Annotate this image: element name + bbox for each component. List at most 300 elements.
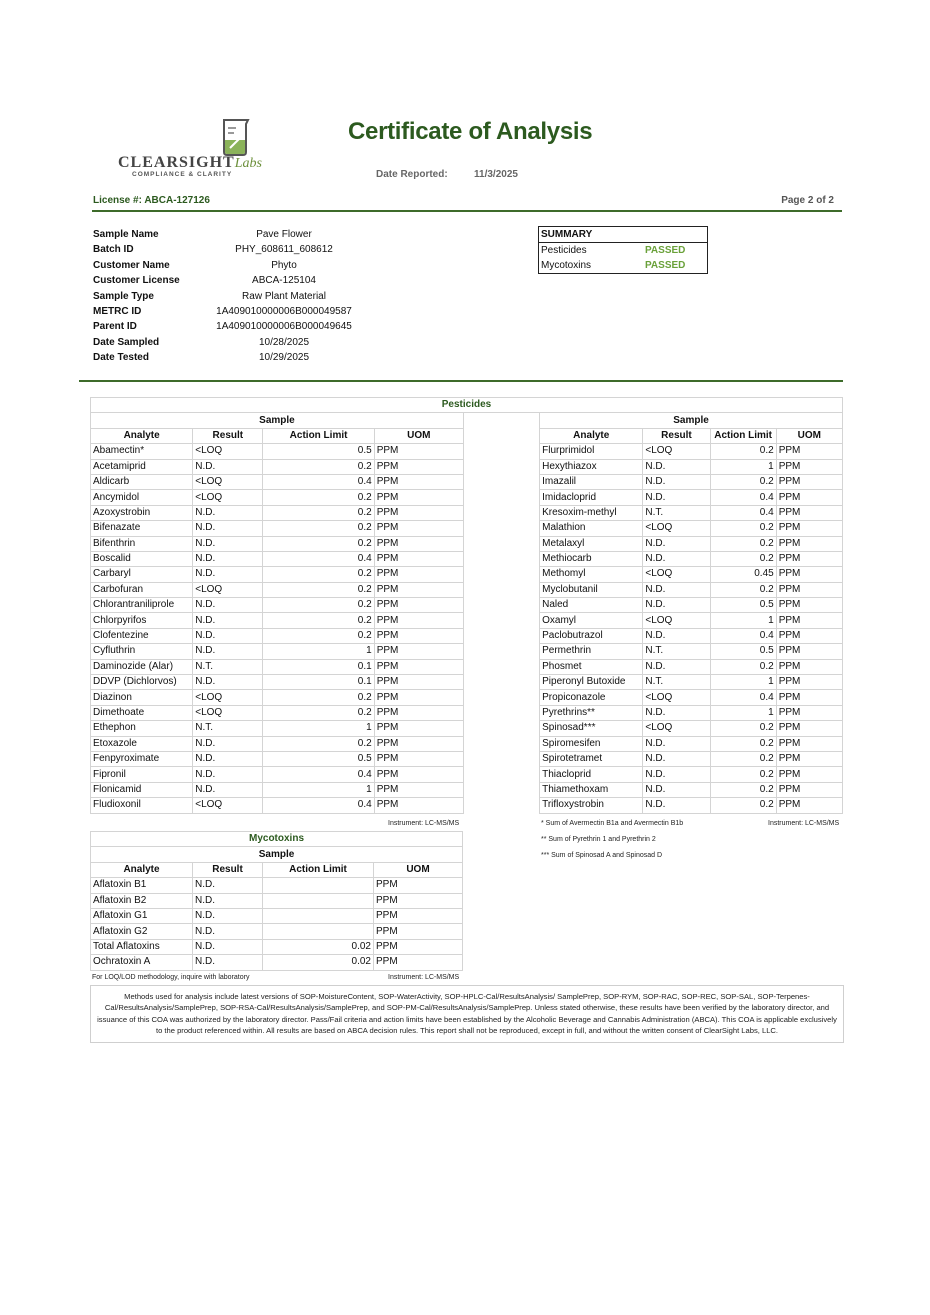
result-cell: N.D. [643, 767, 710, 782]
uom-cell: PPM [374, 521, 463, 536]
uom-cell: PPM [776, 567, 842, 582]
action-limit-cell: 0.2 [710, 782, 776, 797]
uom-cell: PPM [374, 939, 463, 954]
sample-info-value: 10/29/2025 [258, 352, 310, 364]
analyte-cell: Chlorpyrifos [91, 613, 193, 628]
column-header-analyte: Analyte [540, 428, 643, 443]
table-row [91, 551, 843, 566]
sample-info-label: Batch ID [93, 244, 134, 256]
action-limit-cell: 1 [710, 705, 776, 720]
action-limit-cell: 0.02 [263, 939, 374, 954]
result-cell: N.D. [193, 955, 263, 970]
uom-cell: PPM [776, 521, 842, 536]
uom-cell: PPM [776, 690, 842, 705]
table-row [91, 582, 843, 597]
result-cell: N.D. [193, 628, 263, 643]
uom-cell: PPM [374, 567, 463, 582]
action-limit-cell: 0.2 [710, 521, 776, 536]
uom-cell: PPM [374, 505, 463, 520]
uom-cell: PPM [776, 459, 842, 474]
uom-cell: PPM [374, 536, 463, 551]
result-cell: N.D. [193, 567, 263, 582]
result-cell: N.D. [193, 551, 263, 566]
analyte-cell: Naled [540, 598, 643, 613]
action-limit-cell: 0.4 [710, 690, 776, 705]
action-limit-cell: 0.2 [263, 690, 374, 705]
sample-info-label: METRC ID [93, 306, 142, 317]
result-cell: <LOQ [643, 521, 710, 536]
uom-cell: PPM [374, 675, 463, 690]
result-cell: N.D. [193, 459, 263, 474]
uom-cell: PPM [374, 955, 463, 970]
action-limit-cell: 0.45 [710, 567, 776, 582]
logo-name: CLEARSIGHT [118, 154, 235, 171]
result-cell: N.D. [643, 551, 710, 566]
action-limit-cell: 0.2 [710, 736, 776, 751]
uom-cell: PPM [776, 598, 842, 613]
sample-header: Sample [91, 847, 463, 862]
result-cell: N.T. [193, 721, 263, 736]
mycotoxins-title: Mycotoxins [91, 832, 463, 847]
result-cell: N.D. [193, 598, 263, 613]
result-cell: N.D. [193, 521, 263, 536]
table-row [91, 521, 843, 536]
uom-cell: PPM [374, 924, 463, 939]
uom-cell: PPM [374, 444, 463, 459]
action-limit-cell: 0.5 [263, 751, 374, 766]
analyte-cell: Carbofuran [91, 582, 193, 597]
analyte-cell: Thiacloprid [540, 767, 643, 782]
pesticides-instrument-right: Instrument: LC-MS/MS [768, 820, 840, 827]
action-limit-cell: 0.2 [710, 474, 776, 489]
date-reported-value: 11/3/2025 [474, 169, 518, 180]
sample-info-label: Date Sampled [93, 336, 160, 348]
result-cell: N.D. [643, 459, 710, 474]
column-header-result: Result [193, 428, 263, 443]
analyte-cell: Boscalid [91, 551, 193, 566]
action-limit-cell: 0.2 [710, 751, 776, 766]
uom-cell: PPM [776, 582, 842, 597]
action-limit-cell: 0.2 [710, 551, 776, 566]
analyte-cell: Myclobutanil [540, 582, 643, 597]
table-row [91, 613, 843, 628]
action-limit-cell: 1 [710, 675, 776, 690]
table-row [91, 659, 843, 674]
table-row [91, 767, 843, 782]
result-cell: N.D. [193, 908, 263, 923]
analyte-cell: Abamectin* [91, 444, 193, 459]
result-cell: N.D. [643, 628, 710, 643]
uom-cell: PPM [374, 798, 463, 813]
action-limit-cell: 0.2 [710, 767, 776, 782]
summary-box [538, 226, 708, 274]
result-cell: <LOQ [193, 474, 263, 489]
sample-header-left: Sample [91, 413, 464, 428]
beaker-icon [218, 118, 254, 156]
uom-cell: PPM [374, 490, 463, 505]
action-limit-cell: 0.2 [263, 736, 374, 751]
pesticides-table [90, 397, 843, 814]
table-row [91, 567, 843, 582]
result-cell: N.T. [643, 675, 710, 690]
result-cell: N.D. [643, 474, 710, 489]
table-row [91, 878, 463, 893]
mycotoxins-table [90, 831, 463, 971]
sample-info-label: Parent ID [93, 321, 137, 333]
action-limit-cell: 0.1 [263, 659, 374, 674]
uom-cell: PPM [776, 675, 842, 690]
uom-cell: PPM [374, 459, 463, 474]
result-cell: <LOQ [643, 613, 710, 628]
uom-cell: PPM [776, 721, 842, 736]
action-limit-cell: 1 [263, 721, 374, 736]
section-divider [79, 380, 843, 382]
action-limit-cell: 0.2 [710, 721, 776, 736]
uom-cell: PPM [374, 628, 463, 643]
table-row [91, 782, 843, 797]
analyte-cell: Ethephon [91, 721, 193, 736]
action-limit-cell: 0.2 [710, 582, 776, 597]
uom-cell: PPM [776, 644, 842, 659]
methods-disclaimer: Methods used for analysis include latest versions of SOP-MoistureContent, SOP-WaterActivity, SOP-HPLC-Cal/ResultsAnalysis/ SamplePrep, SOP-RYM, SOP-RAC, SOP-REC, SOP-SAL, SOP-Terpenes-Cal/ResultsAnalysis/SamplePrep, SOP-RSA-Cal/ResultsAnalysis/SamplePrep, and SOP-PM-Cal/ResultsAnalysis/SamplePrep. Unless stated otherwise, these results have been verified by the laboratory director, and issuance of this COA was authorized by the laboratory director. Pass/Fail criteria and action limits have been established by the Alcoholic Beverage and Cannabis Administration (ABCA). This COA is applicable exclusively to the product referenced within. All results are based on ABCA decision rules. This report shall not be reproduced, except in full, and without the written consent of ClearSight Labs, LLC. [90, 985, 844, 1043]
action-limit-cell: 1 [710, 613, 776, 628]
result-cell: N.D. [193, 751, 263, 766]
table-row [91, 536, 843, 551]
analyte-cell: Permethrin [540, 644, 643, 659]
table-row [91, 893, 463, 908]
analyte-cell: Phosmet [540, 659, 643, 674]
action-limit-cell: 0.4 [263, 474, 374, 489]
pesticides-instrument-left: Instrument: LC-MS/MS [388, 820, 460, 827]
sample-info-value: Phyto [271, 259, 297, 271]
table-row [91, 908, 463, 923]
analyte-cell: Diazinon [91, 690, 193, 705]
action-limit-cell [263, 924, 374, 939]
result-cell: N.D. [193, 893, 263, 908]
uom-cell: PPM [374, 767, 463, 782]
action-limit-cell: 0.2 [710, 444, 776, 459]
action-limit-cell: 0.2 [263, 598, 374, 613]
uom-cell: PPM [776, 736, 842, 751]
mycotoxins-instrument: Instrument: LC-MS/MS [388, 974, 460, 981]
result-cell: N.D. [193, 736, 263, 751]
result-cell: N.D. [193, 613, 263, 628]
result-cell: N.D. [193, 782, 263, 797]
sample-info-label: Sample Type [93, 290, 154, 302]
sample-info-value: ABCA-125104 [252, 275, 316, 287]
result-cell: N.T. [643, 505, 710, 520]
sample-info-value: Raw Plant Material [242, 290, 326, 302]
analyte-cell: Spirotetramet [540, 751, 643, 766]
sample-info-label: Date Tested [93, 352, 149, 364]
uom-cell: PPM [374, 782, 463, 797]
analyte-cell: Fludioxonil [91, 798, 193, 813]
table-row [91, 798, 843, 813]
action-limit-cell: 0.2 [710, 798, 776, 813]
table-row [91, 721, 843, 736]
action-limit-cell: 0.4 [710, 490, 776, 505]
uom-cell: PPM [776, 767, 842, 782]
action-limit-cell [263, 878, 374, 893]
action-limit-cell: 0.5 [263, 444, 374, 459]
uom-cell: PPM [374, 736, 463, 751]
loq-note: For LOQ/LOD methodology, inquire with laboratory [92, 974, 250, 981]
action-limit-cell: 0.2 [263, 582, 374, 597]
uom-cell: PPM [776, 705, 842, 720]
analyte-cell: Bifenazate [91, 521, 193, 536]
sample-info-label: Customer License [93, 275, 180, 287]
table-row [91, 598, 843, 613]
sample-info-label: Sample Name [93, 229, 159, 240]
analyte-cell: Carbaryl [91, 567, 193, 582]
action-limit-cell: 0.5 [710, 644, 776, 659]
analyte-cell: Flurprimidol [540, 444, 643, 459]
uom-cell: PPM [374, 644, 463, 659]
result-cell: N.D. [193, 767, 263, 782]
analyte-cell: Pyrethrins** [540, 705, 643, 720]
result-cell: N.D. [193, 536, 263, 551]
analyte-cell: Fipronil [91, 767, 193, 782]
sample-info-value: Pave Flower [256, 229, 312, 240]
table-row [91, 705, 843, 720]
result-cell: N.D. [643, 659, 710, 674]
table-row [91, 444, 843, 459]
analyte-cell: Aldicarb [91, 474, 193, 489]
analyte-cell: Spiromesifen [540, 736, 643, 751]
action-limit-cell: 0.2 [263, 567, 374, 582]
result-cell: <LOQ [643, 721, 710, 736]
result-cell: N.D. [643, 582, 710, 597]
uom-cell: PPM [374, 582, 463, 597]
analyte-cell: Imidacloprid [540, 490, 643, 505]
analyte-cell: Paclobutrazol [540, 628, 643, 643]
summary-status: PASSED [645, 245, 686, 256]
sample-info-value: 1A409010000006B000049587 [216, 306, 352, 317]
action-limit-cell: 0.2 [263, 628, 374, 643]
uom-cell: PPM [374, 551, 463, 566]
analyte-cell: Clofentezine [91, 628, 193, 643]
uom-cell: PPM [374, 721, 463, 736]
analyte-cell: Thiamethoxam [540, 782, 643, 797]
action-limit-cell: 1 [263, 644, 374, 659]
footnote: *** Sum of Spinosad A and Spinosad D [541, 852, 663, 859]
table-row [91, 459, 843, 474]
column-header-action-limit: Action Limit [263, 862, 374, 877]
table-row [91, 644, 843, 659]
table-row [91, 675, 843, 690]
footnote: * Sum of Avermectin B1a and Avermectin B1b [541, 820, 684, 827]
result-cell: N.D. [643, 798, 710, 813]
uom-cell: PPM [776, 490, 842, 505]
result-cell: N.D. [643, 751, 710, 766]
result-cell: <LOQ [643, 690, 710, 705]
header-divider [92, 210, 842, 212]
action-limit-cell: 0.2 [263, 490, 374, 505]
action-limit-cell: 0.02 [263, 955, 374, 970]
analyte-cell: Daminozide (Alar) [91, 659, 193, 674]
uom-cell: PPM [374, 598, 463, 613]
table-row [91, 924, 463, 939]
table-row [91, 490, 843, 505]
table-row [91, 474, 843, 489]
uom-cell: PPM [374, 659, 463, 674]
result-cell: <LOQ [193, 798, 263, 813]
uom-cell: PPM [374, 705, 463, 720]
action-limit-cell: 0.4 [263, 551, 374, 566]
analyte-cell: Bifenthrin [91, 536, 193, 551]
date-reported-label: Date Reported: [376, 169, 448, 180]
uom-cell: PPM [374, 690, 463, 705]
analyte-cell: Hexythiazox [540, 459, 643, 474]
uom-cell: PPM [776, 505, 842, 520]
summary-status: PASSED [645, 260, 686, 271]
analyte-cell: Fenpyroximate [91, 751, 193, 766]
result-cell: N.D. [643, 736, 710, 751]
result-cell: <LOQ [193, 444, 263, 459]
uom-cell: PPM [374, 908, 463, 923]
result-cell: N.T. [643, 644, 710, 659]
result-cell: N.D. [193, 939, 263, 954]
summary-item-label: Pesticides [541, 245, 587, 256]
result-cell: N.D. [643, 705, 710, 720]
analyte-cell: Cyfluthrin [91, 644, 193, 659]
column-header-uom: UOM [374, 428, 463, 443]
analyte-cell: Spinosad*** [540, 721, 643, 736]
column-header-uom: UOM [374, 862, 463, 877]
uom-cell: PPM [776, 751, 842, 766]
footnote: ** Sum of Pyrethrin 1 and Pyrethrin 2 [541, 836, 656, 843]
analyte-cell: Acetamiprid [91, 459, 193, 474]
analyte-cell: Chlorantraniliprole [91, 598, 193, 613]
analyte-cell: Ancymidol [91, 490, 193, 505]
sample-header-right: Sample [540, 413, 843, 428]
uom-cell: PPM [374, 893, 463, 908]
result-cell: <LOQ [193, 582, 263, 597]
action-limit-cell: 1 [710, 459, 776, 474]
result-cell: N.D. [643, 536, 710, 551]
analyte-cell: Dimethoate [91, 705, 193, 720]
analyte-cell: Propiconazole [540, 690, 643, 705]
analyte-cell: Aflatoxin B1 [91, 878, 193, 893]
table-row [91, 939, 463, 954]
uom-cell: PPM [776, 444, 842, 459]
action-limit-cell: 0.4 [263, 767, 374, 782]
result-cell: N.D. [643, 490, 710, 505]
uom-cell: PPM [776, 474, 842, 489]
result-cell: N.D. [193, 675, 263, 690]
result-cell: N.D. [193, 924, 263, 939]
action-limit-cell: 0.4 [710, 628, 776, 643]
action-limit-cell: 0.2 [710, 536, 776, 551]
result-cell: <LOQ [193, 705, 263, 720]
analyte-cell: Etoxazole [91, 736, 193, 751]
result-cell: N.D. [643, 598, 710, 613]
company-logo [118, 118, 262, 180]
column-header-analyte: Analyte [91, 862, 193, 877]
document-title: Certificate of Analysis [348, 118, 593, 145]
column-header-uom: UOM [776, 428, 842, 443]
table-row [91, 955, 463, 970]
analyte-cell: Malathion [540, 521, 643, 536]
analyte-cell: Trifloxystrobin [540, 798, 643, 813]
analyte-cell: Aflatoxin G2 [91, 924, 193, 939]
uom-cell: PPM [776, 536, 842, 551]
sample-info-value: PHY_608611_608612 [235, 244, 333, 256]
sample-info-label: Customer Name [93, 259, 170, 271]
analyte-cell: Aflatoxin B2 [91, 893, 193, 908]
table-row [91, 751, 843, 766]
result-cell: <LOQ [193, 490, 263, 505]
result-cell: N.T. [193, 659, 263, 674]
analyte-cell: Metalaxyl [540, 536, 643, 551]
analyte-cell: Methomyl [540, 567, 643, 582]
analyte-cell: Azoxystrobin [91, 505, 193, 520]
sample-info-value: 1A409010000006B000049645 [216, 321, 352, 333]
result-cell: N.D. [643, 782, 710, 797]
uom-cell: PPM [374, 613, 463, 628]
table-row [91, 736, 843, 751]
uom-cell: PPM [776, 782, 842, 797]
pesticides-title: Pesticides [91, 398, 843, 413]
uom-cell: PPM [374, 878, 463, 893]
action-limit-cell: 0.2 [710, 659, 776, 674]
license-number: License #: ABCA-127126 [93, 195, 210, 206]
action-limit-cell: 0.2 [263, 505, 374, 520]
logo-tagline: COMPLIANCE & CLARITY [132, 171, 233, 178]
summary-title: SUMMARY [539, 227, 708, 243]
action-limit-cell [263, 893, 374, 908]
action-limit-cell: 0.4 [710, 505, 776, 520]
action-limit-cell: 0.2 [263, 536, 374, 551]
summary-item-label: Mycotoxins [541, 260, 592, 271]
page-number: Page 2 of 2 [781, 195, 834, 206]
uom-cell: PPM [776, 628, 842, 643]
analyte-cell: Imazalil [540, 474, 643, 489]
action-limit-cell: 0.1 [263, 675, 374, 690]
analyte-cell: DDVP (Dichlorvos) [91, 675, 193, 690]
uom-cell: PPM [374, 474, 463, 489]
uom-cell: PPM [776, 659, 842, 674]
result-cell: <LOQ [643, 444, 710, 459]
result-cell: N.D. [193, 644, 263, 659]
logo-labs: Labs [234, 156, 262, 171]
action-limit-cell: 0.2 [263, 705, 374, 720]
action-limit-cell: 0.4 [263, 798, 374, 813]
table-row [91, 505, 843, 520]
action-limit-cell: 0.5 [710, 598, 776, 613]
action-limit-cell: 0.2 [263, 459, 374, 474]
analyte-cell: Methiocarb [540, 551, 643, 566]
action-limit-cell: 1 [263, 782, 374, 797]
result-cell: N.D. [193, 505, 263, 520]
result-cell: <LOQ [643, 567, 710, 582]
table-row [91, 628, 843, 643]
uom-cell: PPM [374, 751, 463, 766]
analyte-cell: Kresoxim-methyl [540, 505, 643, 520]
analyte-cell: Ochratoxin A [91, 955, 193, 970]
analyte-cell: Flonicamid [91, 782, 193, 797]
analyte-cell: Piperonyl Butoxide [540, 675, 643, 690]
action-limit-cell: 0.2 [263, 613, 374, 628]
result-cell: N.D. [193, 878, 263, 893]
column-header-analyte: Analyte [91, 428, 193, 443]
result-cell: <LOQ [193, 690, 263, 705]
action-limit-cell [263, 908, 374, 923]
column-header-action-limit: Action Limit [263, 428, 374, 443]
analyte-cell: Oxamyl [540, 613, 643, 628]
analyte-cell: Total Aflatoxins [91, 939, 193, 954]
sample-info-value: 10/28/2025 [258, 336, 310, 348]
